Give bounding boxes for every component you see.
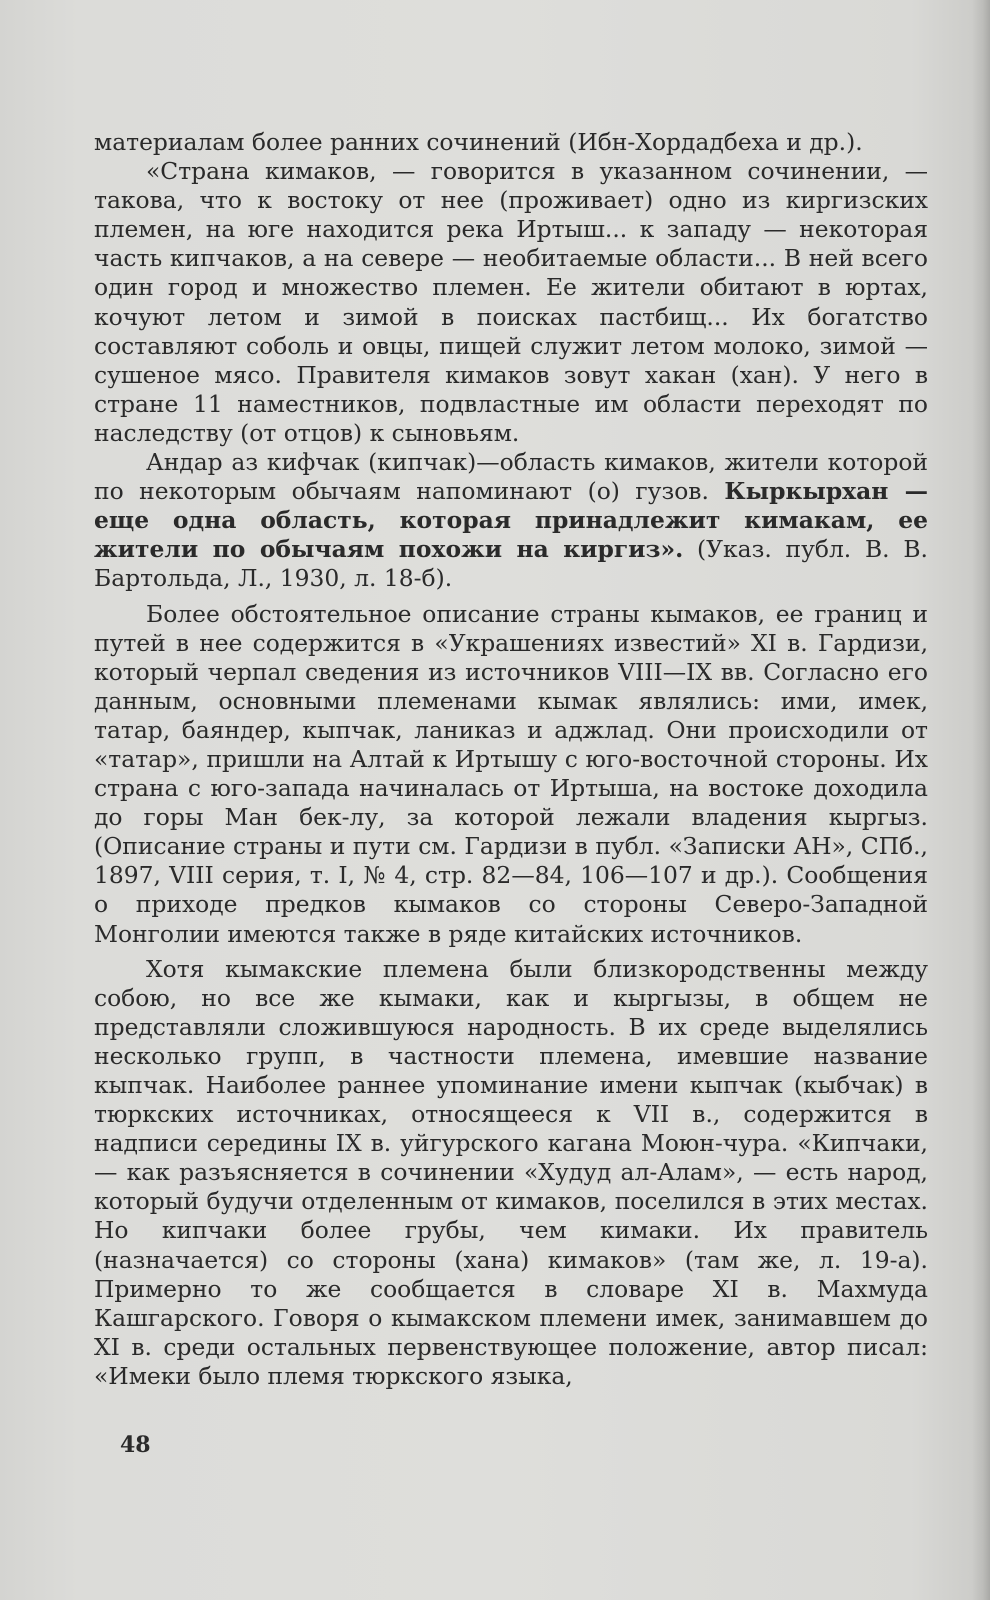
- paragraph-3-start: Андар аз кифчак (кипчак)—область кимаков, жители которой по некоторым обычаям напоминают (о) гузов.: [94, 448, 928, 506]
- body-text: [94, 128, 928, 1391]
- paragraph-4: Более обстоятельное описание страны кымаков, ее границ и путей в нее содержится в «Украшениях известий» XI в. Гардизи, который черпал сведения из источников VIII—IX вв. Согласно его данным, основными племенами кымак являлись: ими, имек, татар, баяндер, кыпчак, ланиказ и аджлад. Они происходили от «татар», пришли на Алтай к Иртышу с юго-восточной стороны. Их страна с юго-запада начиналась от Иртыша, на востоке доходила до горы Ман бек-лу, за которой лежали владения кыргыз. (Описание страны и пути см. Гардизи в публ. «Записки АН», СПб., 1897, VIII серия, т. I, № 4, стр. 82—84, 106—107 и др.). Сообщения о приходе предков кымаков со стороны Северо-Западной Монголии имеются также в ряде китайских источников.: [94, 599, 928, 948]
- page-number: 48: [120, 1432, 151, 1458]
- paragraph-3-bold: Кыркырхан — еще одна область, которая принадлежит кимакам, ее жители по обычаям похожи на киргиз».: [94, 477, 929, 564]
- paragraph-1: материалам более ранних сочинений (Ибн-Хордадбеха и др.).: [94, 128, 863, 156]
- paragraph-5: Хотя кымакские племена были близкородственны между собою, но все же кымаки, как и кыргызы, в общем не представляли сложившуюся народность. В их среде выделялись несколько групп, в частности племена, имевшие название кыпчак. Наиболее раннее упоминание имени кыпчак (кыбчак) в тюркских источниках, относящееся к VII в., содержится в надписи середины IX в. уйгурского кагана Моюн-чура. «Кипчаки, — как разъясняется в сочинении «Худуд ал-Алам», — есть народ, который будучи отделенным от кимаков, поселился в этих местах. Но кипчаки более грубы, чем кимаки. Их правитель (назначается) со стороны (хана) кимаков» (там же, л. 19-а). Примерно то же сообщается в словаре XI в. Махмуда Кашгарского. Говоря о кымакском племени имек, занимавшем до XI в. среди остальных первенствующее положение, автор писал: «Имеки было племя тюркского языка,: [94, 954, 928, 1390]
- paragraph-3: [94, 448, 928, 593]
- paragraph-3-end: (Указ. публ. В. В. Бартольда, Л., 1930, л. 18-б).: [94, 535, 928, 593]
- page-edge-shadow: [972, 0, 990, 1600]
- paragraph-2: «Страна кимаков, — говорится в указанном сочинении, — такова, что к востоку от нее (проживает) одно из киргизских племен, на юге находится река Иртыш... к западу — некоторая часть кипчаков, а на севере — необитаемые области... В ней всего один город и множество племен. Ее жители обитают в юртах, кочуют летом и зимой в поисках пастбищ... Их богатство составляют соболь и овцы, пищей служит летом молоко, зимой — сушеное мясо. Правителя кимаков зовут хакан (хан). У него в стране 11 наместников, подвластные им области переходят по наследству (от отцов) к сыновьям.: [94, 157, 928, 447]
